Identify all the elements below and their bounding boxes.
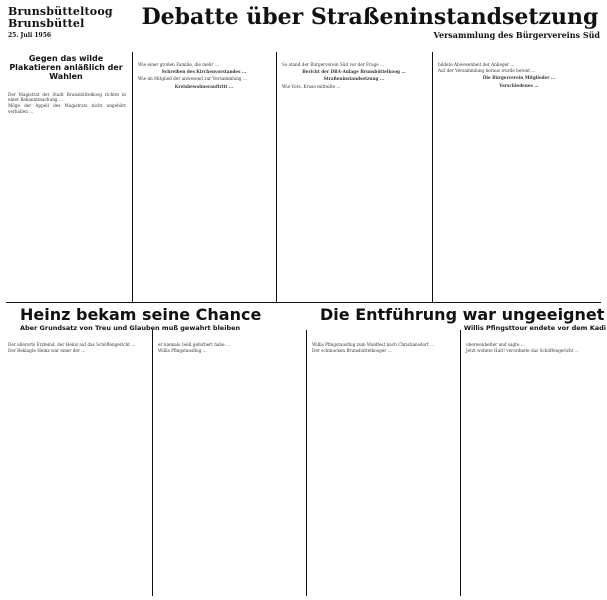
article-paragraph: oberwenhelter und sagte ...	[466, 342, 525, 347]
article-text-c4	[438, 62, 600, 300]
article-paragraph: Willis Pfingstausflug zum Waldfest nach Christiansdorf ...	[312, 342, 434, 347]
bottom-left-headline-sub: Aber Grundsatz von Treu und Glauben muß gewahrt bleiben	[20, 324, 241, 332]
article-text-b3	[312, 342, 456, 594]
column-rule-top-2	[276, 52, 277, 302]
article-paragraph: Der Magistrat der Stadt Brunsbüttelkoog richtet in einer Bekanntmachung ...	[8, 92, 126, 103]
article-paragraph: Wie einer großen Familie, die mehr ...	[138, 62, 219, 67]
article-subhead: Kreisbewohnerauftritt ...	[174, 83, 234, 89]
masthead-line-2: Brunsbüttel	[8, 17, 85, 30]
article-paragraph: Der schmucken Brunsbüttelkooger ...	[312, 348, 392, 354]
column-rule-bottom-2	[306, 330, 307, 596]
article-subhead: Bericht der DRA-Anlage Brunsbüttelkoog ...	[302, 69, 406, 75]
article-text-b2	[158, 342, 302, 594]
article-paragraph: Möge der Appell des Magistrats nicht ungehört verhallen ...	[8, 103, 126, 114]
article-paragraph: Wie im Mitglied der anwesend zur Versammlung ...	[138, 76, 247, 82]
article-paragraph: er niemals Geld geforbert habe ...	[158, 342, 230, 347]
masthead	[8, 6, 128, 50]
article-text-b4	[466, 342, 600, 594]
article-paragraph: bildete Abwesenheit der Anlieger ...	[438, 62, 515, 67]
left-headline	[6, 54, 126, 83]
column-rule-top-3	[432, 52, 433, 302]
column-rule-bottom-1	[152, 330, 153, 596]
article-text-b1	[8, 342, 148, 594]
bottom-right-headline-text: Die Entführung war ungeeignet	[320, 305, 605, 324]
article-paragraph: Willis Pfingstausflug ...	[158, 348, 207, 354]
bottom-left-headline-text: Heinz bekam seine Chance	[20, 305, 262, 324]
article-subhead: Schreiben des Kirchenvorstandes ...	[161, 69, 247, 75]
main-headline	[140, 6, 600, 40]
masthead-date: 25. Juli 1956	[8, 32, 52, 39]
article-paragraph: Der allerorts Erzfeind, der Heinz auf das Schöffengericht ...	[8, 342, 136, 347]
article-paragraph: Wie Vors. Kruse mitteilte ...	[282, 83, 341, 89]
column-rule-top-1	[132, 52, 133, 302]
article-paragraph: Auf der Versammlung heraus wurde betont ...	[438, 68, 536, 74]
section-rule	[6, 302, 601, 303]
masthead-line-1: Brunsbütteltoog	[8, 5, 113, 18]
article-text-c1	[8, 92, 126, 300]
article-text-c3	[282, 62, 426, 300]
main-headline-text: Debatte über Straßeninstandsetzung	[141, 4, 599, 30]
bottom-right-headline	[320, 306, 606, 332]
main-headline-sub: Versammlung des Bürgervereins Süd	[433, 30, 600, 40]
bottom-right-headline-sub: Willis Pfingsttour endete vor dem Kadi	[463, 324, 606, 332]
article-subhead: Straßeninstandsetzung ...	[323, 76, 385, 82]
bottom-left-headline	[20, 306, 290, 332]
article-paragraph: So stand der Bürgerverein Süd vor der Frage ...	[282, 62, 385, 67]
article-text-c2	[138, 62, 270, 300]
article-paragraph: Jetzt wohnte Halt! verordnete das Schöffengericht ...	[466, 348, 579, 354]
article-subhead: Verschiedenes ...	[499, 82, 539, 88]
left-headline-text: Gegen das wilde Plakatieren anläßlich der Wahlen	[9, 54, 123, 81]
column-rule-bottom-3	[460, 330, 461, 596]
article-paragraph: Der Beklagte Heinz war einer der ...	[8, 348, 86, 354]
article-subhead: Die Bürgerverein Mitglieder ...	[482, 75, 556, 81]
